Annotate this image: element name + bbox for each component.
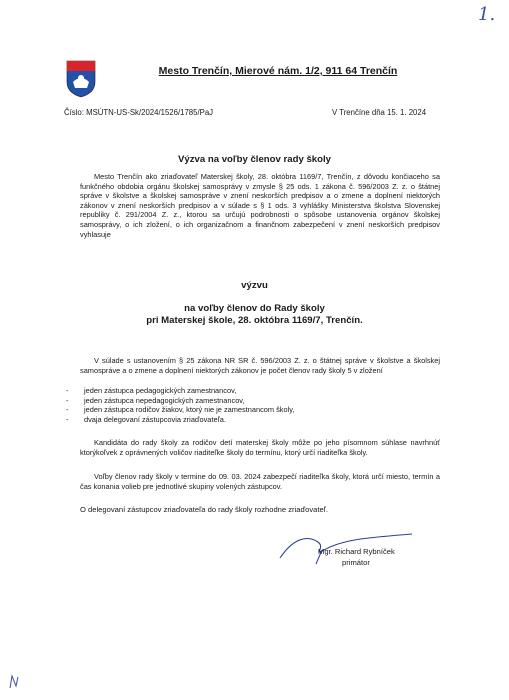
list-dash: - xyxy=(66,386,69,395)
margin-pen-mark xyxy=(8,674,20,690)
list-item xyxy=(66,396,426,406)
signatory-title: primátor xyxy=(342,558,370,567)
closing-statement: O delegovaní zástupcov zriaďovateľa do rady školy rozhodne zriaďovateľ. xyxy=(80,505,329,514)
reference-number: Číslo: MSÚTN-US-Sk/2024/1526/1785/PaJ xyxy=(64,108,214,117)
body-paragraph-composition: V súlade s ustanovením § 25 zákona NR SR č. 596/2003 Z. z. o štátnej správe v školstve a školskej samospráve a o zmene a doplnení niektorých zákonov je počet členov rady školy 5 v zložení xyxy=(80,356,440,375)
subheading-line-1: na voľby členov do Rady školy xyxy=(184,303,325,314)
subheading-elections xyxy=(0,303,509,327)
list-item-text: jeden zástupca rodičov žiakov, ktorý nie je zamestnancom školy, xyxy=(84,405,295,414)
council-member-list xyxy=(66,386,426,424)
intro-paragraph: Mesto Trenčín ako zriaďovateľ Materskej školy, 28. októbra 1169/7, Trenčín, z dôvodu končiaceho sa funkčného obdobia orgánu školskej samosprávy v zmysle § 25 ods. 1 zákona č. 596/2003 Z. z. o štátnej správe v školstve a školskej samospráve v znení neskorších predpisov a o zmene a doplnení niektorých zákonov v znení neskorších predpisov a v súlade s § 1 ods. 3 vyhlášky Ministerstva školstva Slovenskej republiky č. 291/2004 Z. z., ktorou sa určujú podrobnosti o spôsobe ustanovenia orgánov školskej samosprávy, o ich zložení, o ich organizačnom a finančnom zabezpečení v znení neskorších predpisov vyhlasuje xyxy=(80,172,440,239)
page-number: 1. xyxy=(478,4,496,25)
list-dash: - xyxy=(66,395,69,405)
list-item-text: jeden zástupca nepedagogických zamestnancov, xyxy=(84,395,245,405)
document-date: V Trenčíne dňa 15. 1. 2024 xyxy=(332,108,427,117)
body-paragraph-candidates: Kandidáta do rady školy za rodičov detí materskej školy môže po jeho písomnom súhlase navrhnúť ktorýkoľvek z oprávnených voličov riaditeľke školy do termínu, ktorý určí riaditeľka školy. xyxy=(80,438,440,457)
list-item xyxy=(66,386,426,396)
document-heading: Výzva na voľby členov rady školy xyxy=(177,154,331,165)
list-dash: - xyxy=(66,414,69,424)
subheading-line-2: pri Materskej škole, 28. októbra 1169/7, Trenčín. xyxy=(146,315,363,326)
header-title: Mesto Trenčín, Mierové nám. 1/2, 911 64 Trenčín xyxy=(158,65,398,77)
list-item-text: jeden zástupca pedagogických zamestnancov, xyxy=(84,386,237,395)
city-crest-icon xyxy=(66,60,96,98)
list-item-text: dvaja delegovaní zástupcovia zriaďovateľa. xyxy=(84,414,226,424)
signatory-name: Mgr. Richard Rybníček xyxy=(318,547,395,556)
body-paragraph-election-date: Voľby členov rady školy v termine do 09. 03. 2024 zabezpečí riaditeľka školy, ktorá určí miesto, termín a čas konania volieb pre jednotlivé skupiny volených zástupcov. xyxy=(80,472,440,491)
subheading-vyzvu: výzvu xyxy=(241,280,268,291)
list-dash: - xyxy=(66,405,69,414)
list-item xyxy=(66,405,426,415)
list-item xyxy=(66,415,426,425)
